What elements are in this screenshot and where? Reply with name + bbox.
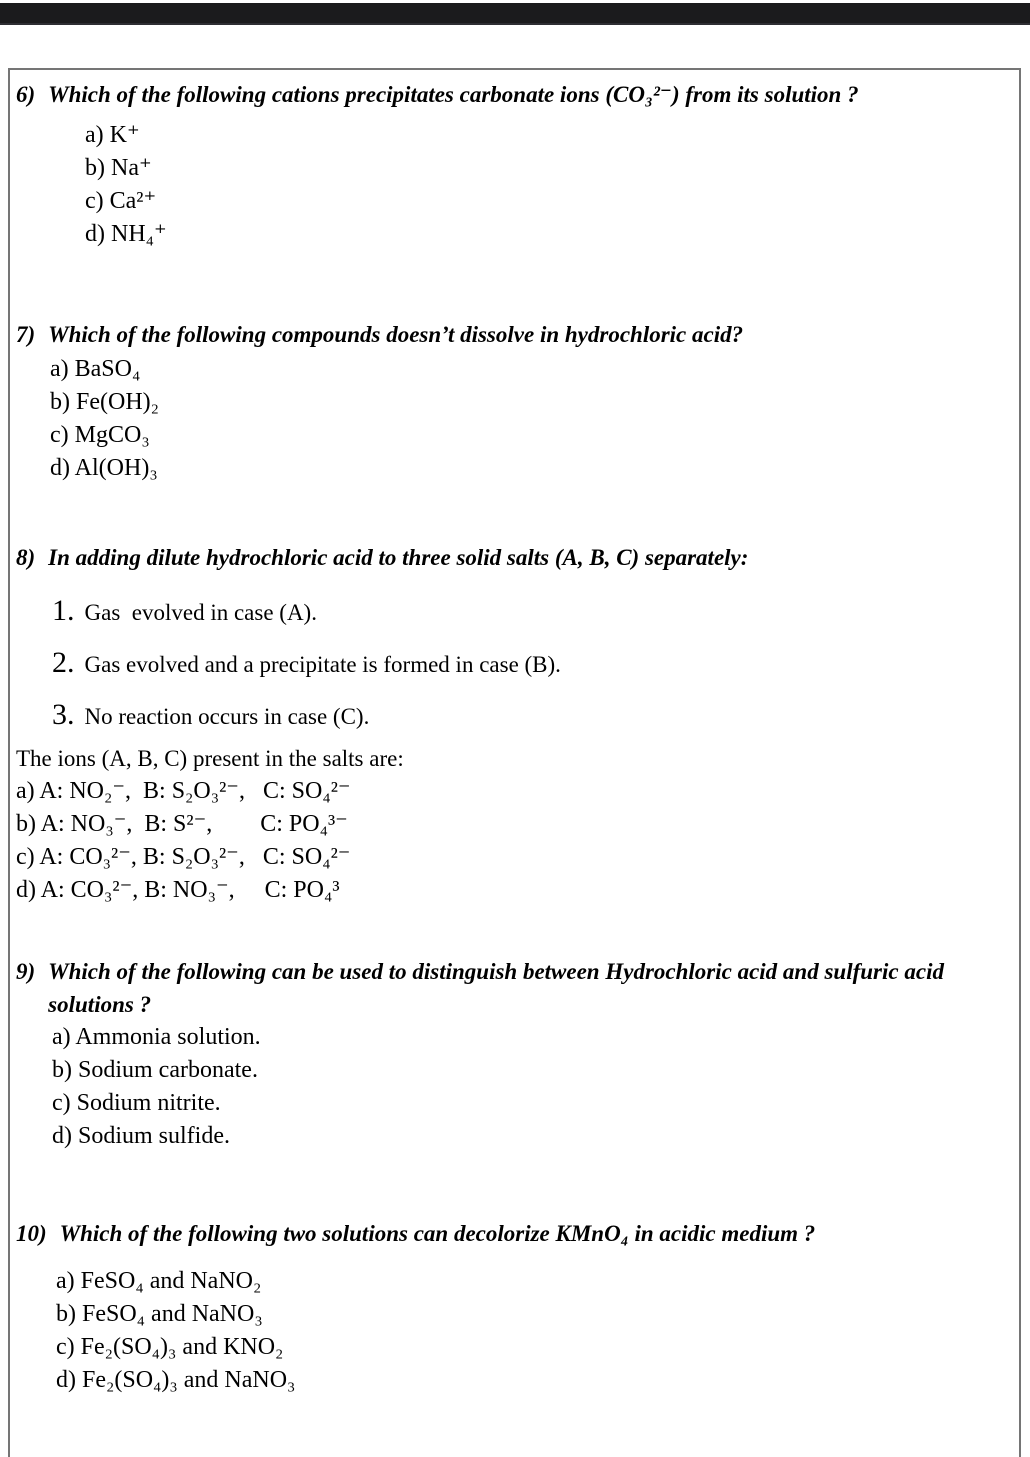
- question-7: [16, 318, 1007, 485]
- question-8-option-d: d) A: CO₃²⁻, B: NO₃⁻, C: PO₄³: [16, 877, 340, 903]
- question-7-option-a: a) BaSO₄: [50, 356, 141, 382]
- question-6-option-c: c) Ca²⁺: [85, 188, 157, 214]
- statement-3-text: No reaction occurs in case (C).: [84, 704, 370, 729]
- question-10-options: [56, 1265, 1007, 1397]
- question-6-heading: [16, 78, 1007, 111]
- question-10-option-a: a) FeSO₄ and NaNO₂: [56, 1268, 262, 1294]
- question-7-option-c: c) MgCO₃: [50, 422, 150, 448]
- question-9-option-c: c) Sodium nitrite.: [52, 1090, 221, 1116]
- document-page: [8, 68, 1021, 1457]
- question-6-options: [85, 119, 1007, 251]
- question-7-heading: [16, 318, 1007, 351]
- question-9-text: Which of the following can be used to distinguish between Hydrochloric acid and sulfuric acid solutions ?: [48, 959, 950, 1017]
- question-7-text: Which of the following compounds doesn’t dissolve in hydrochloric acid?: [48, 322, 744, 347]
- statement-1-text: Gas evolved in case (A).: [84, 600, 317, 625]
- question-9: [16, 955, 1007, 1153]
- question-8-statement-1: [52, 586, 1007, 638]
- question-6-option-d: d) NH₄⁺: [85, 221, 167, 247]
- question-8-option-a: a) A: NO₂⁻, B: S₂O₃²⁻, C: SO₄²⁻: [16, 778, 351, 804]
- question-9-option-a: a) Ammonia solution.: [52, 1024, 261, 1050]
- question-9-number: 9): [16, 959, 36, 984]
- question-8-statement-2: [52, 638, 1007, 690]
- question-6-option-b: b) Na⁺: [85, 155, 152, 181]
- question-10-heading: [16, 1217, 1007, 1250]
- question-8-option-c: c) A: CO₃²⁻, B: S₂O₃²⁻, C: SO₄²⁻: [16, 844, 351, 870]
- question-8-options: [16, 775, 1007, 907]
- question-6-number: 6): [16, 82, 36, 107]
- statement-2-number: 2.: [52, 646, 75, 679]
- question-7-options: [50, 353, 1007, 485]
- question-10-option-c: c) Fe₂(SO₄)₃ and KNO₂: [56, 1334, 284, 1360]
- question-8-statement-3: [52, 690, 1007, 742]
- top-bar: [0, 3, 1030, 25]
- question-10-text: Which of the following two solutions can decolorize KMnO₄ in acidic medium ?: [59, 1221, 816, 1246]
- question-10-option-d: d) Fe₂(SO₄)₃ and NaNO₃: [56, 1367, 296, 1393]
- question-9-option-b: b) Sodium carbonate.: [52, 1057, 258, 1083]
- statement-2-text: Gas evolved and a precipitate is formed in case (B).: [84, 652, 561, 677]
- question-8-statements: [52, 586, 1007, 742]
- question-8: [16, 541, 1007, 907]
- question-6: [16, 78, 1007, 251]
- question-6-option-a: a) K⁺: [85, 122, 140, 148]
- question-8-option-b: b) A: NO₃⁻, B: S²⁻, C: PO₄³⁻: [16, 811, 348, 837]
- question-8-number: 8): [16, 545, 36, 570]
- question-7-option-d: d) Al(OH)₃: [50, 455, 158, 481]
- question-10: [16, 1217, 1007, 1397]
- statement-3-number: 3.: [52, 698, 75, 731]
- question-9-heading: [16, 955, 1007, 1021]
- question-10-option-b: b) FeSO₄ and NaNO₃: [56, 1301, 263, 1327]
- question-8-heading: [16, 541, 1007, 574]
- question-10-number: 10): [16, 1221, 47, 1246]
- question-9-options: [52, 1021, 1007, 1153]
- question-7-number: 7): [16, 322, 36, 347]
- question-8-text: In adding dilute hydrochloric acid to three solid salts (A, B, C) separately:: [48, 545, 749, 570]
- statement-1-number: 1.: [52, 594, 75, 627]
- question-7-option-b: b) Fe(OH)₂: [50, 389, 160, 415]
- question-6-text: Which of the following cations precipitates carbonate ions (CO₃²⁻) from its solution ?: [48, 82, 859, 107]
- question-9-option-d: d) Sodium sulfide.: [52, 1123, 230, 1149]
- question-8-lead-in: The ions (A, B, C) present in the salts are:: [16, 746, 404, 771]
